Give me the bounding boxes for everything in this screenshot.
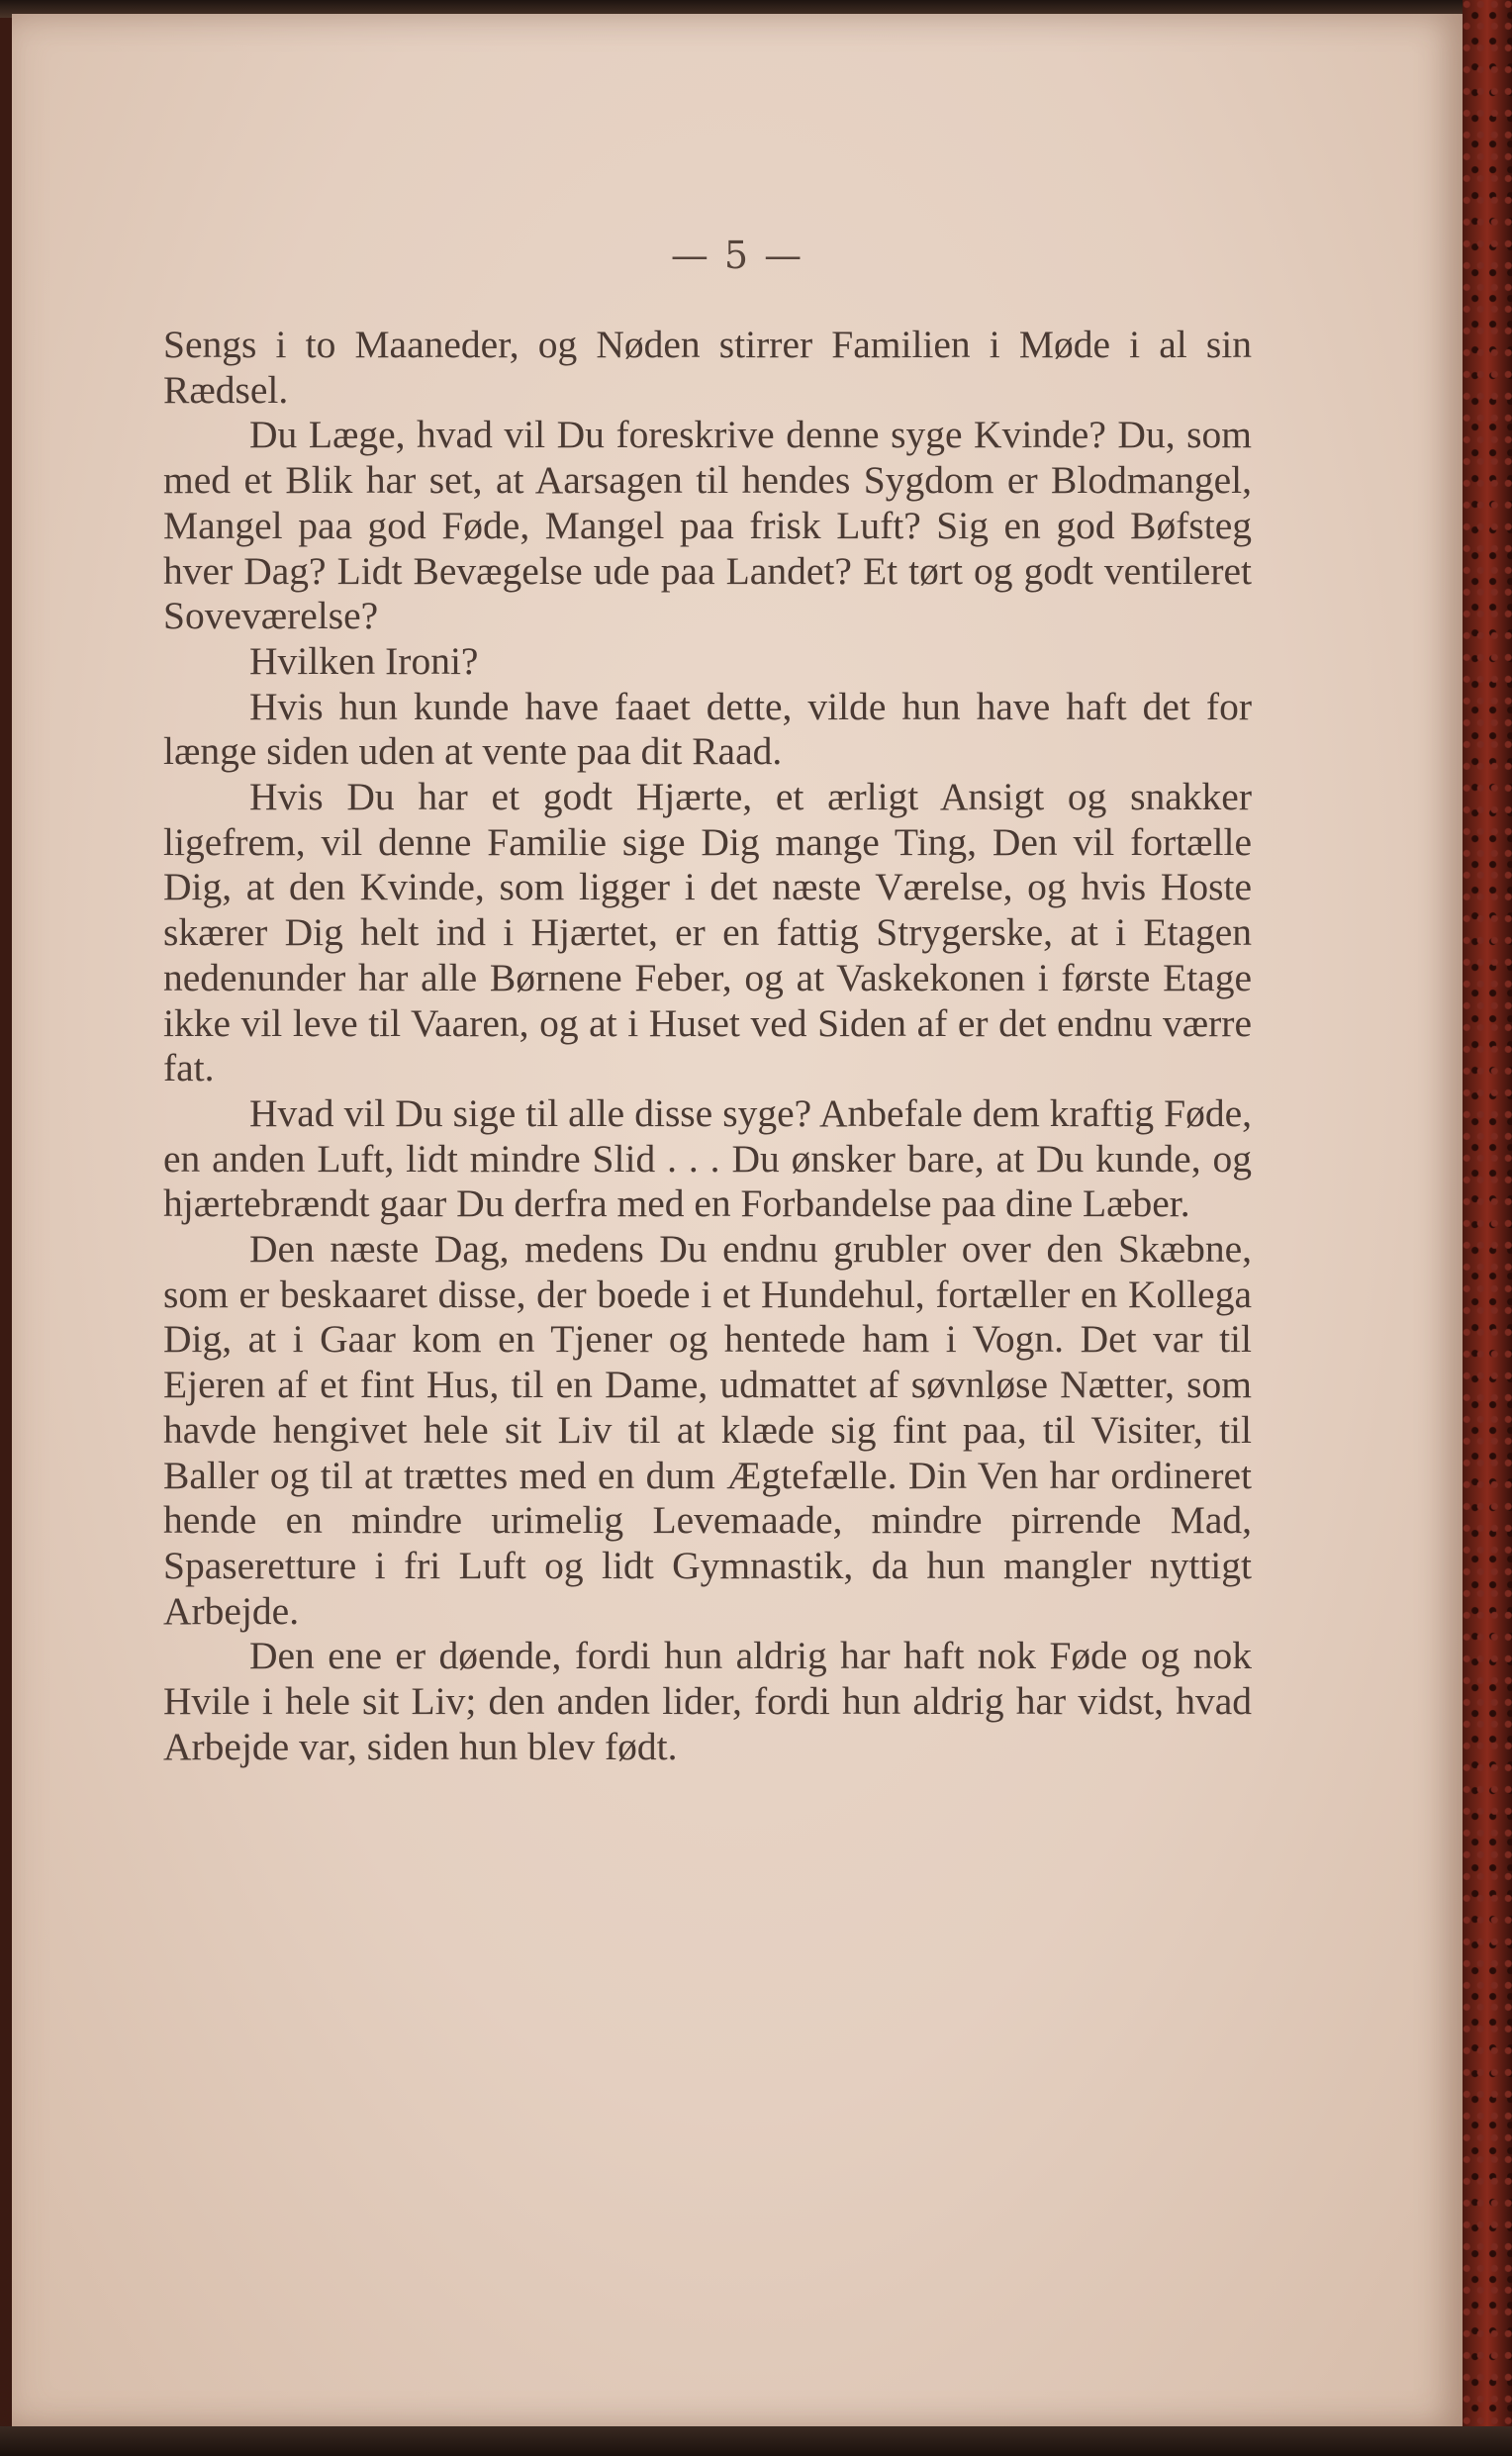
book-page — [12, 14, 1463, 2428]
book-bottom-edge — [0, 2426, 1512, 2456]
paragraph: Hvis hun kunde have faaet dette, vilde hun have haft det for længe siden uden at vente paa dit Raad. — [163, 684, 1252, 774]
body-text — [163, 323, 1252, 1770]
paragraph: Den ene er døende, fordi hun aldrig har haft nok Føde og nok Hvile i hele sit Liv; den anden lider, fordi hun aldrig har vidst, hvad Arbejde var, siden hun blev født. — [163, 1634, 1252, 1768]
paragraph: Hvis Du har et godt Hjærte, et ærligt Ansigt og snakker ligefrem, vil denne Familie sige Dig mange Ting, Den vil fortælle Dig, at den Kvinde, som ligger i det næste Værelse, og hvis Hoste skærer Dig helt ind i Hjærtet, er en fattig Strygerske, at i Etagen nedenunder har alle Børnene Feber, og at Vaskekonen i første Etage ikke vil leve til Vaaren, og at i Huset ved Siden af er det endnu værre fat. — [163, 775, 1252, 1090]
paragraph: Du Læge, hvad vil Du foreskrive denne syge Kvinde? Du, som med et Blik har set, at Aarsagen til hendes Sygdom er Blodmangel, Mangel paa god Føde, Mangel paa frisk Luft? Sig en god Bøfsteg hver Dag? Lidt Bevægelse ude paa Landet? Et tørt og godt ventileret Soveværelse? — [163, 413, 1252, 638]
paragraph: Hvilken Ironi? — [249, 638, 479, 683]
paragraph: Hvad vil Du sige til alle disse syge? Anbefale dem kraftig Føde, en anden Luft, lidt mindre Slid . . . Du ønsker bare, at Du kunde, og hjærtebrændt gaar Du derfra med en Forbandelse paa dine Læber. — [163, 1090, 1252, 1226]
paragraph: Den næste Dag, medens Du endnu grubler over den Skæbne, som er beskaaret disse, der boede i et Hundehul, fortæller en Kollega Dig, at i Gaar kom en Tjener og hentede ham i Vogn. Det var til Ejeren af et fint Hus, til en Dame, udmattet af søvnløse Nætter, som havde hengivet hele sit Liv til at klæde sig fint paa, til Visiter, til Baller og til at trættes med en dum Ægtefælle. Din Ven har ordineret hende en mindre urimelig Levemaade, mindre pirrende Mad, Spaseretture i fri Luft og lidt Gymnastik, da hun mangler nyttigt Arbejde. — [163, 1227, 1252, 1633]
paragraph: Sengs i to Maaneder, og Nøden stirrer Familien i Møde i al sin Rædsel. — [163, 323, 1252, 412]
book-cover-edge — [1463, 0, 1512, 2456]
page-number: — 5 — — [670, 234, 804, 277]
